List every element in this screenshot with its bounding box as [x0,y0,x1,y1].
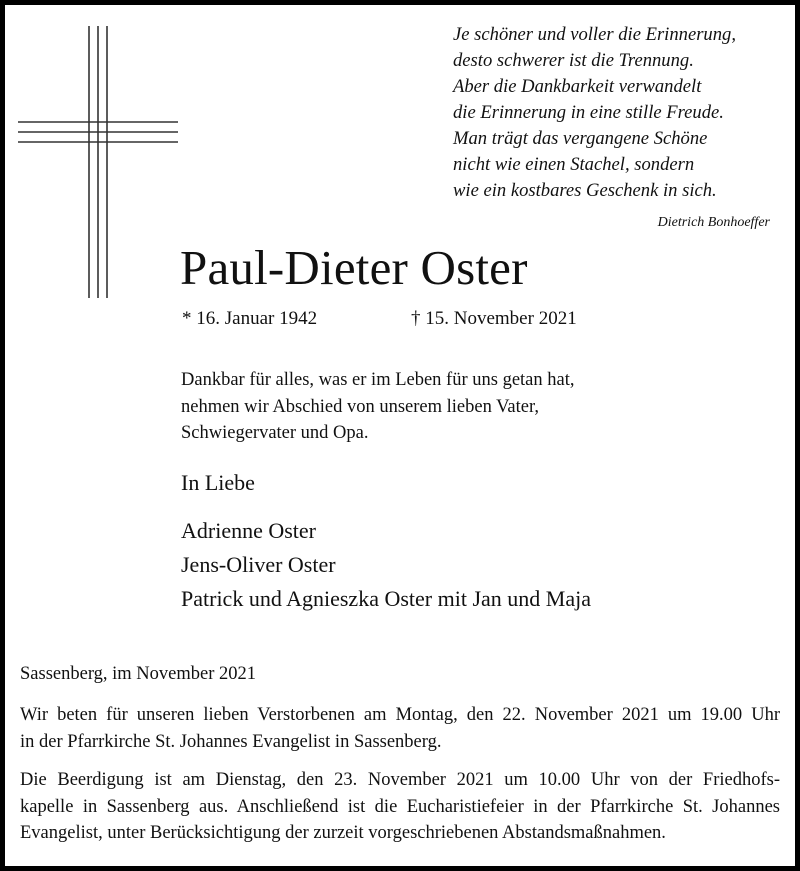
poem-line: die Erinnerung in eine stille Freude. [453,102,724,123]
deceased-name: Paul-Dieter Oster [180,240,528,295]
thanks-text [181,367,575,447]
funeral-line: Die Beerdigung ist am Dienstag, den 23. November 2021 um 10.00 Uhr von der Friedhofs- [20,770,780,790]
thanks-line: Dankbar für alles, was er im Leben für uns getan hat, [181,370,575,390]
love-heading: In Liebe [181,470,255,495]
death-date: † 15. November 2021 [411,308,577,329]
prayer-paragraph [20,702,780,755]
prayer-line: Wir beten für unseren lieben Verstorbenen am Montag, den 22. November 2021 um 19.00 Uhr [20,705,780,725]
family-member: Jens-Oliver Oster [181,552,336,577]
place-date: Sassenberg, im November 2021 [20,664,257,684]
birth-date: * 16. Januar 1942 [182,308,318,329]
poem-line: Aber die Dankbarkeit verwandelt [453,76,702,97]
prayer-line: in der Pfarrkirche St. Johannes Evangelist in Sassenberg. [20,731,442,752]
funeral-line: kapelle in Sassenberg aus. Anschließend ist die Eucharistiefeier in der Pfarrkirche St. Johannes [20,796,780,817]
poem-line: Man trägt das vergangene Schöne [453,128,708,149]
family-list [181,514,591,616]
poem-line: nicht wie einen Stachel, sondern [453,154,695,175]
poem-line: desto schwerer ist die Trennung. [453,50,694,71]
memorial-poem [453,22,783,204]
thanks-line: Schwiegervater und Opa. [181,423,369,443]
thanks-line: nehmen wir Abschied von unserem lieben Vater, [181,396,540,417]
funeral-line: Evangelist, unter Berücksichtigung der zurzeit vorgeschriebenen Abstandsmaßnahmen. [20,823,666,843]
poem-author: Dietrich Bonhoeffer [657,215,770,230]
family-member: Adrienne Oster [181,518,317,543]
poem-line: wie ein kostbares Geschenk in sich. [453,180,717,201]
family-member: Patrick und Agnieszka Oster mit Jan und Maja [181,586,591,611]
cross-icon [18,26,178,298]
funeral-paragraph [20,767,780,847]
poem-line: Je schöner und voller die Erinnerung, [453,24,736,45]
